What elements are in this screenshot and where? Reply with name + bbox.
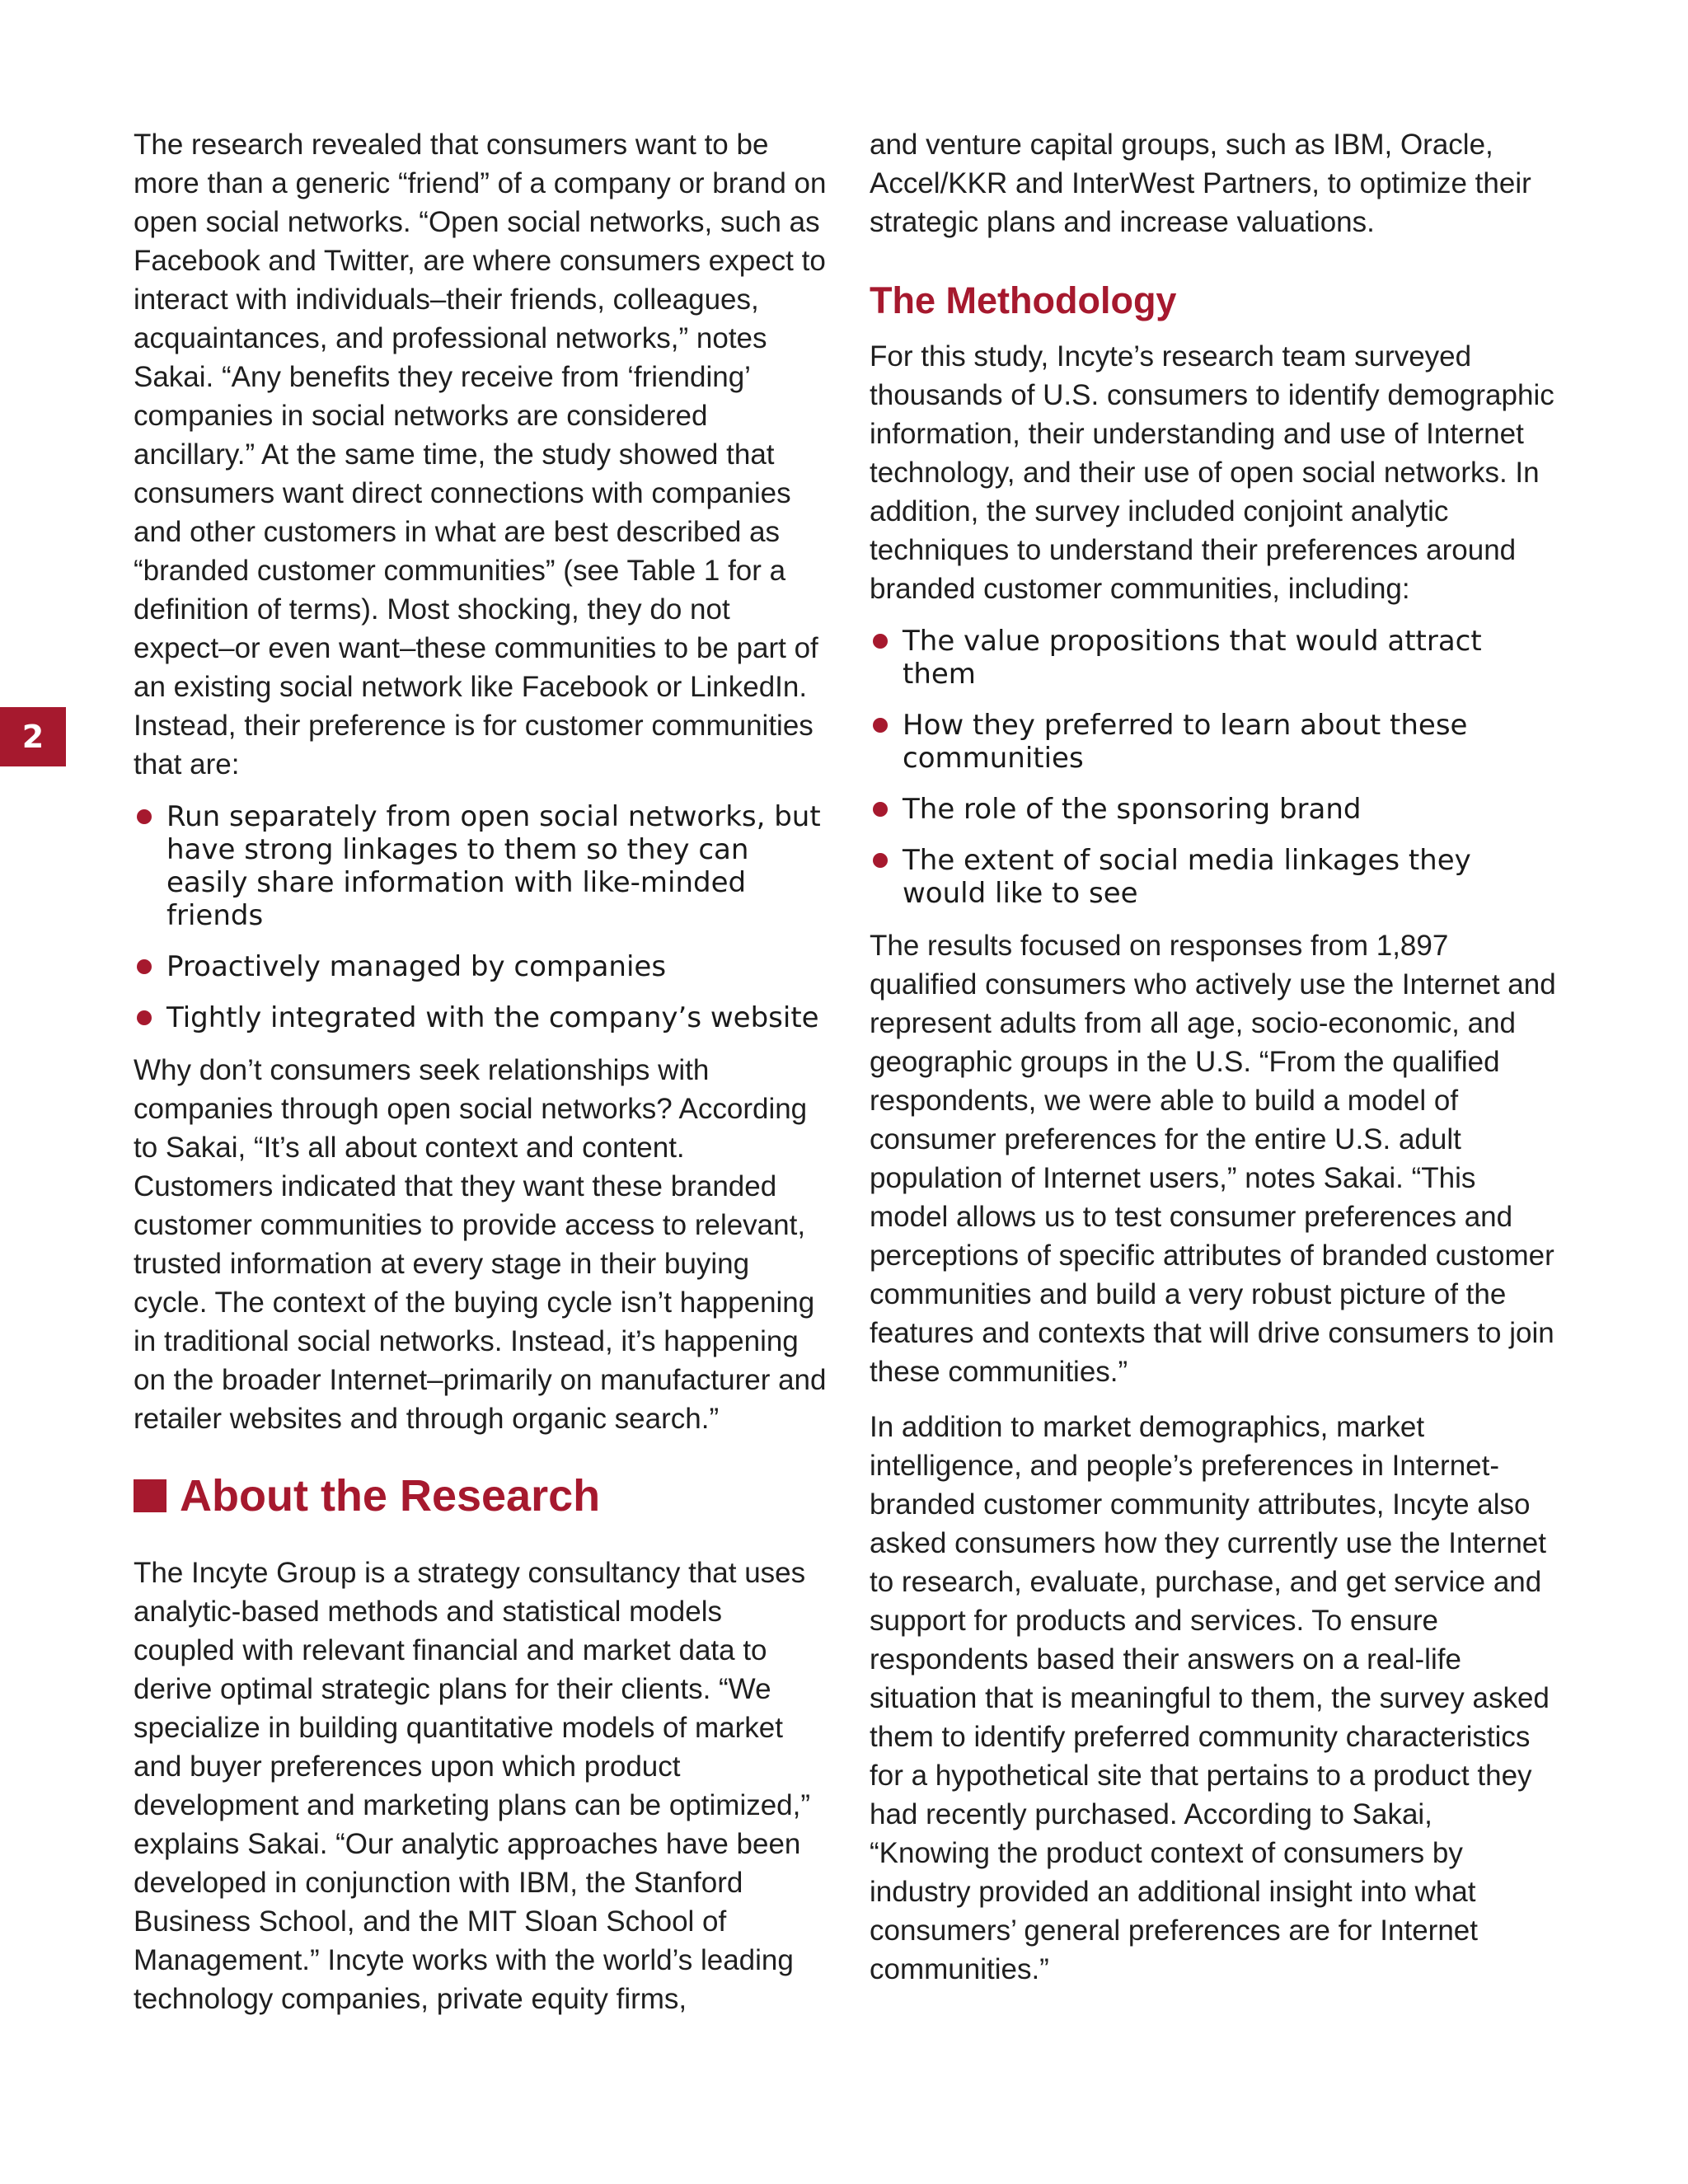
left-column [134,125,828,2035]
right-column [870,125,1558,2005]
square-icon [134,1479,166,1512]
bullet-dot-icon [137,809,152,824]
list-item [134,950,828,983]
page-number-tab [0,707,66,766]
list-item [870,709,1558,775]
bullet-dot-icon [873,802,888,817]
list-item [134,1001,828,1034]
list-item-text: The extent of social media linkages they would like to see [903,844,1471,910]
page-number: 2 [21,719,45,755]
list-item-text: Tightly integrated with the company’s website [166,1001,819,1034]
list-item [134,800,828,932]
list-item [870,625,1558,691]
demographics-paragraph: In addition to market demographics, market intelligence, and people’s preferences in Internet-branded customer community attributes, Incyte also asked consumers how they currently use the Internet to research, evaluate, purchase, and get service and support for products and services. To ensure respondents based their answers on a real-life situation that is meaningful to them, the survey asked them to identify preferred community characteristics for a hypothetical site that pertains to a product they had recently purchased. According to Sakai, “Knowing the product context of consumers by industry provided an additional insight into what consumers’ general preferences are for Internet communities.” [870,1411,1550,1985]
list-item [870,793,1558,826]
list-item-text: Run separately from open social networks, but have strong linkages to them so they can easily share information with like-minded friends [166,800,821,932]
bullet-dot-icon [137,959,152,974]
bullet-dot-icon [873,634,888,649]
about-paragraph: The Incyte Group is a strategy consultancy that uses analytic-based methods and statistical models coupled with relevant financial and market data to derive optimal strategic plans for their clients. “We specialize in building quantitative models of market and buyer preferences upon which product development and marketing plans can be optimized,” explains Sakai. “Our analytic approaches have been developed in conjunction with IBM, the Stanford Business School, and the MIT Sloan School of Management.” Incyte works with the world’s leading technology companies, private equity firms, [134,1557,811,2015]
survey-topics-list [870,625,1558,910]
intro-paragraph: The research revealed that consumers want to be more than a generic “friend” of a company or brand on open social networks. “Open social networks, such as Facebook and Twitter, are where consumers expect to interact with individuals–their friends, colleagues, acquaintances, and professional networks,” notes Sakai. “Any benefits they receive from ‘friending’ companies in social networks are considered ancillary.” At the same time, the study showed that consumers want direct connections with companies and other customers in what are best described as “branded customer communities” (see Table 1 for a definition of terms). Most shocking, they do not expect–or even want–these communities to be part of an existing social network like Facebook or LinkedIn. Instead, their preference is for customer communities that are: [134,129,827,780]
methodology-paragraph: For this study, Incyte’s research team surveyed thousands of U.S. consumers to identify demographic information, their understanding and use of Internet technology, and their use of open social networks. In addition, the survey included conjoint analytic techniques to understand their preferences around branded customer communities, including: [870,340,1554,605]
list-item [870,844,1558,910]
list-item-text: How they preferred to learn about these communities [903,709,1468,775]
list-item-text: The role of the sponsoring brand [903,793,1362,826]
community-preferences-list [134,800,828,1034]
why-paragraph: Why don’t consumers seek relationships with companies through open social networks? According to Sakai, “It’s all about context and content. Customers indicated that they want these branded customer communities to provide access to relevant, trusted information at every stage in their buying cycle. The context of the buying cycle isn’t happening in traditional social networks. Instead, it’s happening on the broader Internet–primarily on manufacturer and retailer websites and through organic search.” [134,1054,827,1435]
list-item-text: The value propositions that would attract them [903,625,1482,691]
bullet-dot-icon [137,1010,152,1025]
continuation-paragraph: and venture capital groups, such as IBM, Oracle, Accel/KKR and InterWest Partners, to optimize their strategic plans and increase valuations. [870,129,1531,238]
about-research-heading-text: About the Research [180,1471,601,1521]
bullet-dot-icon [873,718,888,733]
methodology-heading: The Methodology [870,279,1177,321]
bullet-dot-icon [873,853,888,868]
list-item-text: Proactively managed by companies [166,950,667,983]
results-paragraph: The results focused on responses from 1,897 qualified consumers who actively use the Internet and represent adults from all age, socio-economic, and geographic groups in the U.S. “From the qualified respondents, we were able to build a model of consumer preferences for the entire U.S. adult population of Internet users,” notes Sakai. “This model allows us to test consumer preferences and perceptions of specific attributes of branded customer communities and build a very robust picture of the features and contexts that will drive consumers to join these communities.” [870,930,1556,1388]
about-research-heading [134,1469,828,1522]
